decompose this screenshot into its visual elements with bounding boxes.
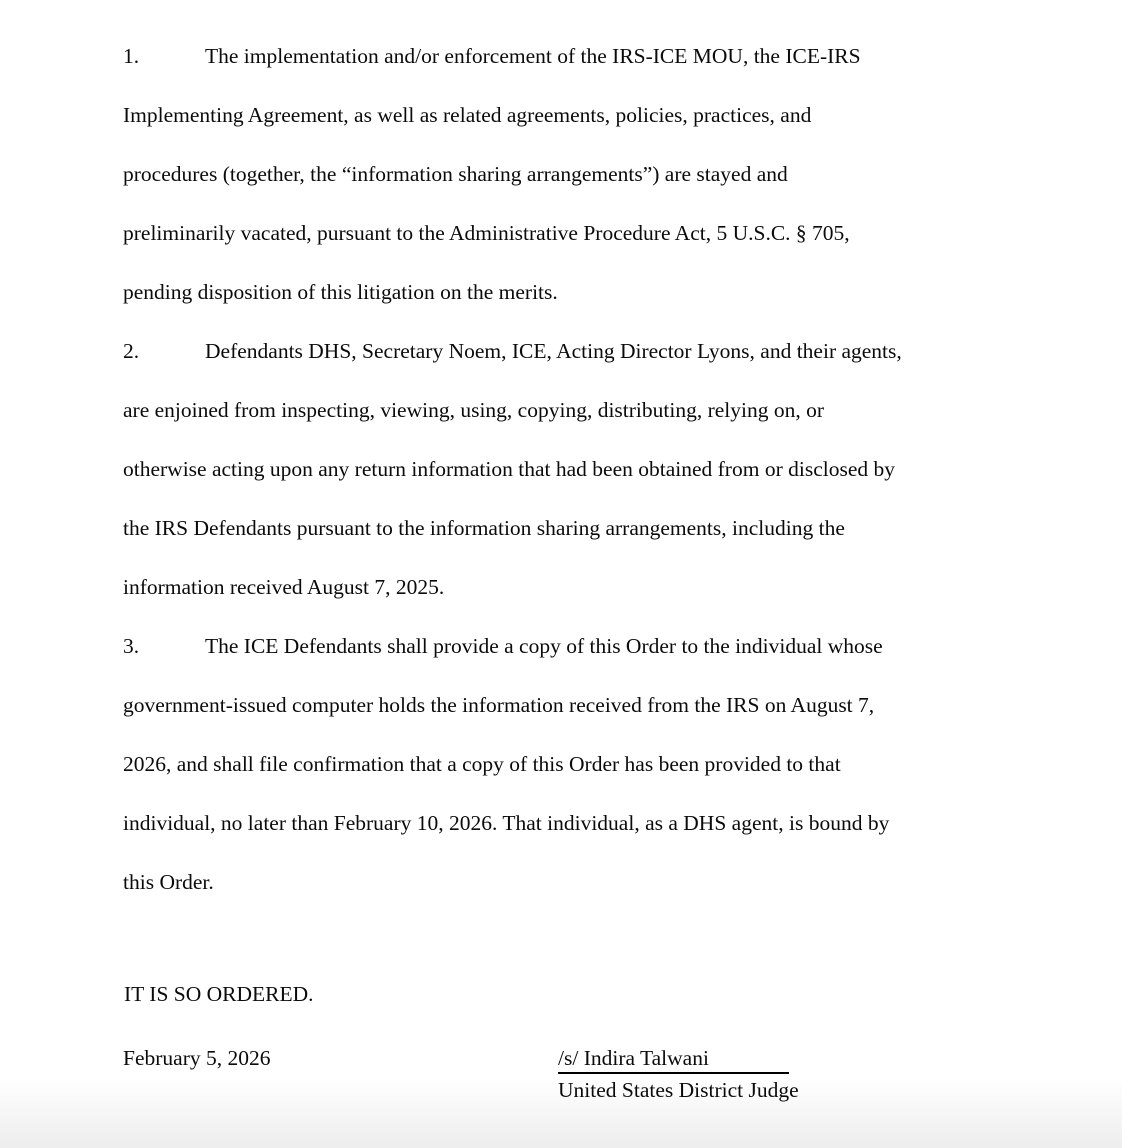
line-text: procedures (together, the “information sharing arrangements”) are stayed and bbox=[123, 162, 788, 186]
line-text: this Order. bbox=[123, 870, 214, 894]
paragraph-number: 2. bbox=[123, 339, 140, 363]
body-line bbox=[123, 499, 1053, 558]
body-line bbox=[123, 27, 1053, 86]
line-text: pending disposition of this litigation on the merits. bbox=[123, 280, 558, 304]
body-line bbox=[123, 322, 1053, 381]
line-text: otherwise acting upon any return information that had been obtained from or disclosed by bbox=[123, 457, 895, 481]
line-text: The implementation and/or enforcement of the IRS-ICE MOU, the ICE-IRS bbox=[205, 44, 861, 68]
judge-signature: /s/ Indira Talwani bbox=[558, 1045, 789, 1074]
line-text: the IRS Defendants pursuant to the information sharing arrangements, including the bbox=[123, 516, 845, 540]
body-line bbox=[123, 86, 1053, 145]
signature-block bbox=[558, 1045, 799, 1103]
line-text: individual, no later than February 10, 2026. That individual, as a DHS agent, is bound by bbox=[123, 811, 890, 835]
signer-title: United States District Judge bbox=[558, 1078, 799, 1102]
body-line bbox=[123, 853, 1053, 912]
body-line bbox=[123, 381, 1053, 440]
body-line bbox=[123, 558, 1053, 617]
line-text: government-issued computer holds the information received from the IRS on August 7, bbox=[123, 693, 875, 717]
body-line bbox=[123, 617, 1053, 676]
line-text: Defendants DHS, Secretary Noem, ICE, Acting Director Lyons, and their agents, bbox=[205, 339, 902, 363]
line-text: Implementing Agreement, as well as related agreements, policies, practices, and bbox=[123, 103, 812, 127]
order-date: February 5, 2026 bbox=[123, 1046, 271, 1070]
body-line bbox=[123, 735, 1053, 794]
line-text: The ICE Defendants shall provide a copy of this Order to the individual whose bbox=[205, 634, 883, 658]
body-line bbox=[123, 204, 1053, 263]
body-line bbox=[123, 440, 1053, 499]
body-line bbox=[123, 263, 1053, 322]
paragraph-number: 3. bbox=[123, 634, 140, 658]
body-line bbox=[123, 794, 1053, 853]
order-body bbox=[123, 27, 1053, 912]
line-text: 2026, and shall file confirmation that a copy of this Order has been provided to that bbox=[123, 752, 841, 776]
paragraph-number: 1. bbox=[123, 44, 140, 68]
body-line bbox=[123, 145, 1053, 204]
line-text: are enjoined from inspecting, viewing, using, copying, distributing, relying on, or bbox=[123, 398, 825, 422]
body-line bbox=[123, 676, 1053, 735]
line-text: information received August 7, 2025. bbox=[123, 575, 445, 599]
so-ordered-text: IT IS SO ORDERED. bbox=[124, 982, 314, 1006]
line-text: preliminarily vacated, pursuant to the Administrative Procedure Act, 5 U.S.C. § 705, bbox=[123, 221, 850, 245]
